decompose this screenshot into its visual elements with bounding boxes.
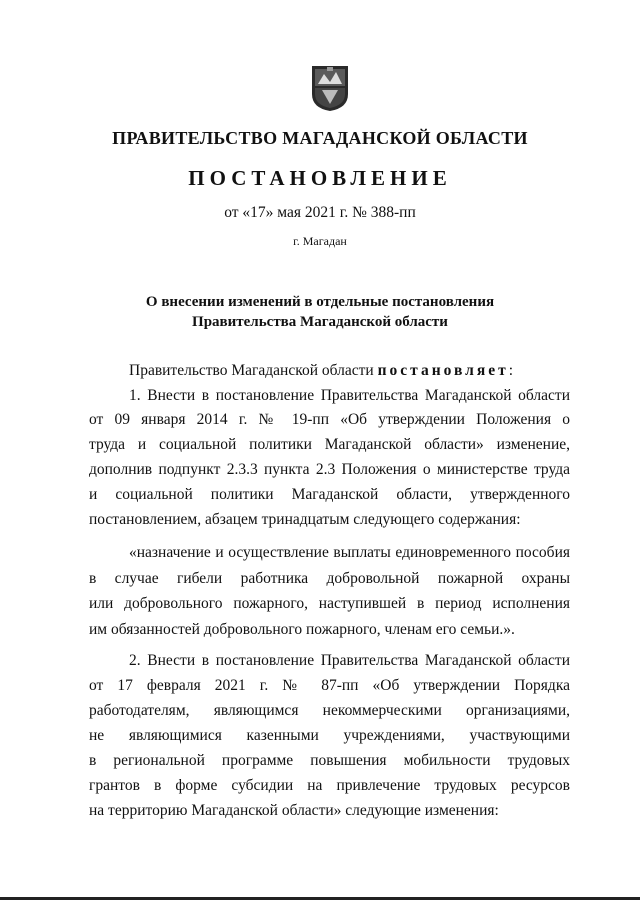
body-line: или добровольного пожарного, наступившей в период исполнения [89,595,570,612]
preamble-text: Правительство Магаданской области [129,362,374,379]
coat-of-arms-icon [310,64,350,112]
body-line: в случае гибели работника добровольной пожарной охраны [89,570,570,587]
preamble-colon: : [508,362,514,379]
body-line: работодателям, являющимся некоммерческими организациями, [89,702,570,719]
preamble [129,361,513,381]
document-date-number: от «17» мая 2021 г. № 388-пп [224,204,416,221]
document-subject [0,292,640,332]
body-line: от 17 февраля 2021 г. № 87-пп «Об утверждении Порядка [89,677,570,694]
body-line: от 09 января 2014 г. № 19-пп «Об утверждении Положения о [89,411,570,428]
body-line: на территорию Магаданской области» следующие изменения: [89,802,499,819]
body-line: дополнив подпункт 2.3.3 пункта 2.3 Положения о министерстве труда [89,461,570,478]
body-line: не являющимися казенными учреждениями, участвующими [89,727,570,744]
document-type: ПОСТАНОВЛЕНИЕ [188,166,452,190]
body-line: в региональной программе повышения мобильности трудовых [89,752,570,769]
body-line: грантов в форме субсидии на привлечение трудовых ресурсов [89,777,570,794]
body-line: им обязанностей добровольного пожарного, членам его семьи.». [89,621,515,638]
body-line: постановлением, абзацем тринадцатым следующего содержания: [89,511,521,528]
document-city: г. Магадан [293,234,347,248]
body-line: 1. Внести в постановление Правительства Магаданской области [129,387,570,404]
body-line: и социальной политики Магаданской области, утвержденного [89,486,570,503]
body-line: 2. Внести в постановление Правительства Магаданской области [129,652,570,669]
scan-bottom-edge [0,897,640,900]
body-line: «назначение и осуществление выплаты единовременного пособия [129,544,570,561]
subject-line-1: О внесении изменений в отдельные постановления [145,294,495,310]
subject-line-2: Правительства Магаданской области [192,314,448,330]
preamble-verb: постановляет [377,362,509,379]
body-line: труда и социальной политики Магаданской области» изменение, [89,436,570,453]
government-title: ПРАВИТЕЛЬСТВО МАГАДАНСКОЙ ОБЛАСТИ [112,128,528,148]
